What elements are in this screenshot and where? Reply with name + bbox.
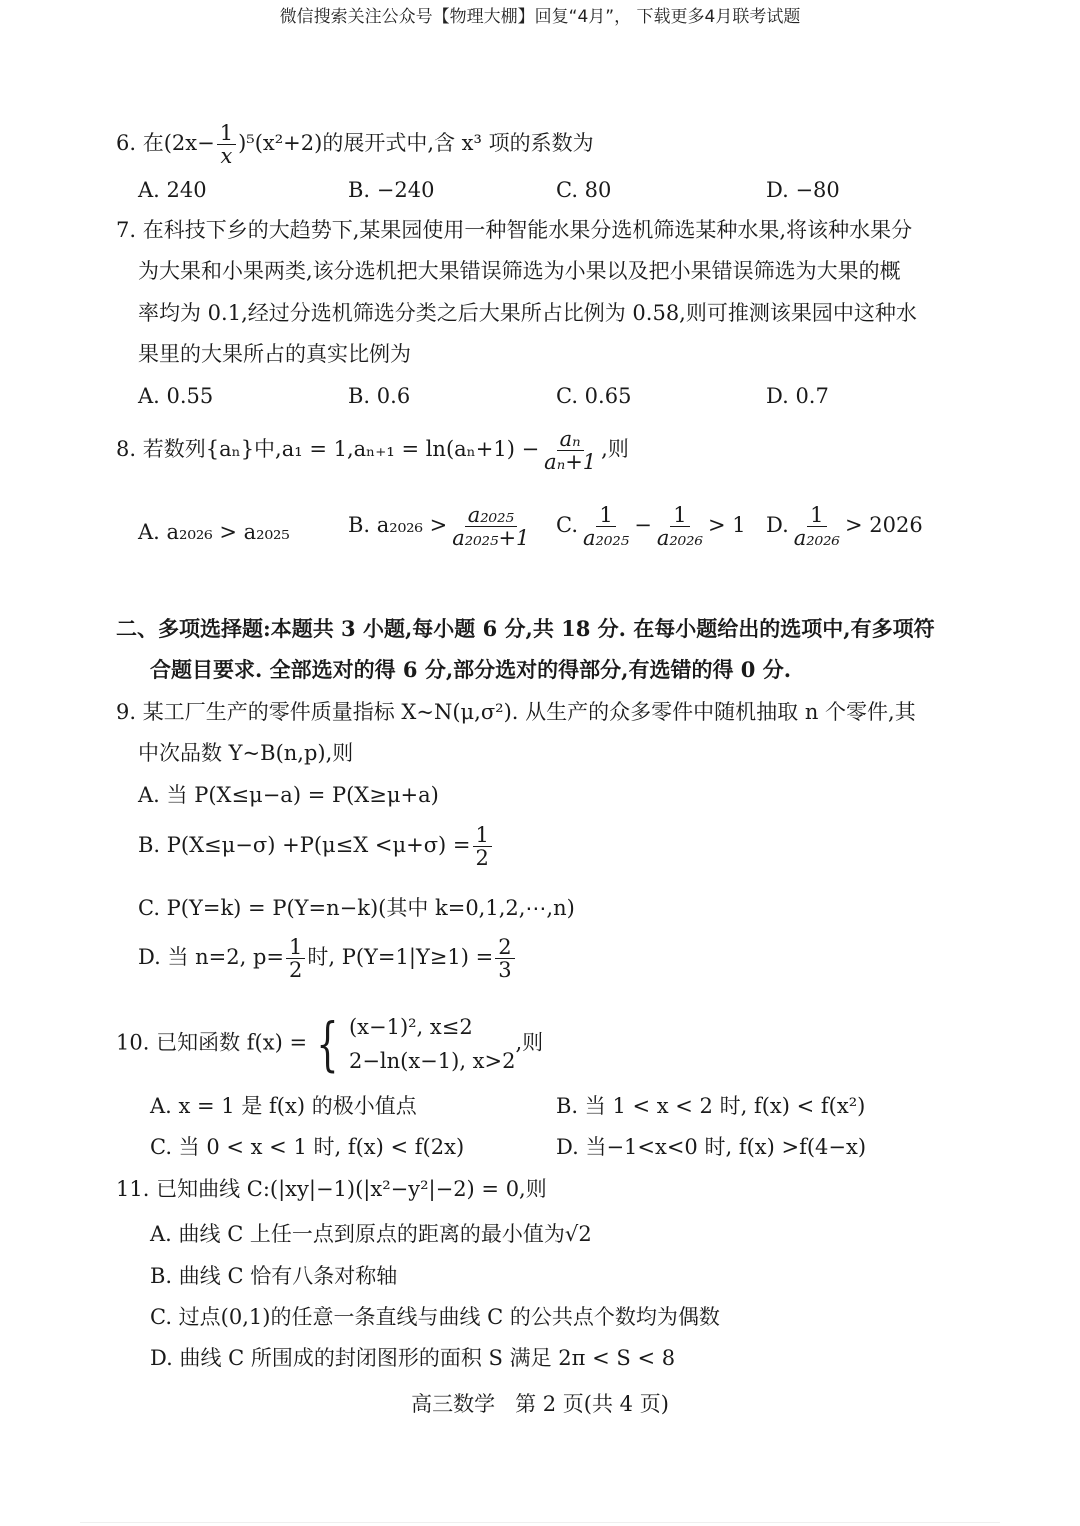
- question-9-line-2: 中次品数 Y~B(n,p),则: [138, 741, 354, 765]
- question-11-stem: [116, 1175, 547, 1203]
- question-7-line-2: 为大果和小果两类,该分选机把大果错误筛选为小果以及把小果错误筛选为大果的概: [138, 259, 901, 283]
- question-11-option-b: B. 曲线 C 恰有八条对称轴: [150, 1264, 398, 1288]
- question-6-stem: [116, 122, 594, 167]
- bottom-divider: [80, 1522, 1000, 1523]
- question-7-text: 在科技下乡的大趋势下,某果园使用一种智能水果分选机筛选某种水果,将该种水果分: [142, 218, 913, 242]
- fraction-denominator: a₂₀₂₅+1: [452, 526, 530, 551]
- fraction-numerator: 1: [670, 504, 689, 527]
- piecewise-case-1: (x−1)², x≤2: [348, 1015, 473, 1039]
- fraction-numerator: 1: [217, 122, 236, 145]
- option-b-prefix: B. P(X≤μ−σ) +P(μ≤X <μ+σ) =: [138, 833, 471, 858]
- question-6-stem-suffix: )⁵(x²+2)的展开式中,含 x³ 项的系数为: [238, 131, 594, 156]
- question-7-option-a: A. 0.55: [138, 384, 214, 408]
- option-c-minus: −: [634, 513, 652, 538]
- question-8-stem-prefix: 若数列{aₙ}中,a₁ = 1,aₙ₊₁ = ln(aₙ+1) −: [142, 437, 540, 462]
- question-8-option-b: [348, 504, 534, 549]
- option-c-fraction-2: [654, 504, 706, 549]
- option-d-prefix: D. 当 n=2, p=: [138, 945, 284, 970]
- question-7-number: 7.: [116, 218, 137, 242]
- option-b-fraction: [449, 504, 532, 549]
- question-9-text: 某工厂生产的零件质量指标 X~N(μ,σ²). 从生产的众多零件中随机抽取 n 个零件,其: [142, 700, 916, 724]
- question-9-option-d: [138, 936, 517, 981]
- brace-symbol: {: [316, 1010, 339, 1078]
- fraction-numerator: 1: [807, 504, 826, 527]
- question-8-option-a: A. a₂₀₂₆ > a₂₀₂₅: [138, 520, 290, 544]
- option-b-fraction: [473, 824, 492, 869]
- question-10-option-c: C. 当 0 < x < 1 时, f(x) < f(2x): [150, 1135, 465, 1159]
- question-9-number: 9.: [116, 700, 137, 724]
- option-d-fraction: [791, 504, 843, 549]
- question-6-stem-prefix: 在(2x−: [142, 131, 215, 156]
- page-footer: [0, 1388, 1080, 1418]
- question-11-option-a: A. 曲线 C 上任一点到原点的距离的最小值为√2: [150, 1222, 592, 1246]
- question-11-option-d: D. 曲线 C 所围成的封闭图形的面积 S 满足 2π < S < 8: [150, 1346, 676, 1370]
- fraction-denominator: 2: [289, 958, 303, 983]
- footer-subject: 高三数学: [411, 1392, 496, 1416]
- question-9-line-1: [116, 698, 916, 726]
- question-8-option-d: [766, 504, 923, 549]
- question-7-option-d: D. 0.7: [766, 384, 829, 408]
- question-10-stem: [116, 1010, 543, 1078]
- piecewise-cases: [349, 1010, 516, 1078]
- question-7-option-b: B. 0.6: [348, 384, 411, 408]
- question-8-stem: [116, 428, 629, 473]
- option-c-fraction-1: [580, 504, 632, 549]
- question-10-stem-prefix: 已知函数 f(x) =: [156, 1030, 308, 1055]
- fraction-numerator: aₙ: [557, 428, 584, 451]
- option-d-fraction-2: [495, 936, 514, 981]
- question-9-option-c: C. P(Y=k) = P(Y=n−k)(其中 k=0,1,2,⋯,n): [138, 896, 575, 920]
- question-6-number: 6.: [116, 131, 137, 156]
- fraction-denominator: a₂₀₂₆: [656, 526, 704, 551]
- fraction-denominator: x: [220, 144, 233, 169]
- fraction-denominator: 3: [498, 958, 512, 983]
- fraction-denominator: a₂₀₂₅: [583, 526, 630, 551]
- question-7-line-4: 果里的大果所占的真实比例为: [138, 342, 411, 366]
- fraction-denominator: 2: [475, 846, 489, 871]
- header-watermark-note: 微信搜索关注公众号【物理大棚】回复“4月”， 下载更多4月联考试题: [279, 7, 801, 27]
- question-10-option-d: D. 当−1<x<0 时, f(x) >f(4−x): [556, 1135, 867, 1159]
- question-6-option-d: D. −80: [766, 178, 840, 202]
- option-d-fraction-1: [286, 936, 305, 981]
- option-d-middle: 时, P(Y=1|Y≥1) =: [307, 945, 494, 970]
- question-7-line-1: [116, 216, 912, 244]
- fraction-numerator: 1: [473, 824, 492, 847]
- section-2-heading-line-1: 二、多项选择题:本题共 3 小题,每小题 6 分,共 18 分. 在每小题给出的选项中,有多项符: [116, 616, 935, 641]
- option-c-suffix: > 1: [708, 513, 746, 538]
- question-11-number: 11.: [116, 1177, 150, 1201]
- question-8-fraction: [541, 428, 599, 473]
- question-10-number: 10.: [116, 1030, 150, 1055]
- question-6-option-b: B. −240: [348, 178, 435, 202]
- section-2-heading-line-2: 合题目要求. 全部选对的得 6 分,部分选对的得部分,有选错的得 0 分.: [150, 657, 792, 682]
- question-9-option-b: [138, 824, 494, 869]
- question-6-fraction: [217, 122, 236, 167]
- fraction-numerator: 2: [495, 936, 514, 959]
- fraction-denominator: aₙ+1: [544, 450, 597, 475]
- question-6-option-a: A. 240: [138, 178, 207, 202]
- question-11-option-c: C. 过点(0,1)的任意一条直线与曲线 C 的公共点个数均为偶数: [150, 1305, 720, 1329]
- question-10-stem-suffix: ,则: [515, 1030, 544, 1055]
- option-c-label: C.: [556, 513, 578, 538]
- piecewise-function: [307, 1010, 515, 1078]
- piecewise-case-2: 2−ln(x−1), x>2: [348, 1049, 516, 1073]
- question-10-option-b: B. 当 1 < x < 2 时, f(x) < f(x²): [556, 1094, 866, 1118]
- question-9-option-a: A. 当 P(X≤μ−a) = P(X≥μ+a): [138, 783, 439, 807]
- question-8-option-c: [556, 504, 746, 549]
- option-b-prefix: B. a₂₀₂₆ >: [348, 513, 448, 538]
- question-6-option-c: C. 80: [556, 178, 612, 202]
- fraction-numerator: 1: [596, 504, 615, 527]
- question-10-option-a: A. x = 1 是 f(x) 的极小值点: [150, 1094, 417, 1118]
- footer-page-number: 第 2 页(共 4 页): [515, 1392, 669, 1416]
- question-8-number: 8.: [116, 437, 137, 462]
- option-d-suffix: > 2026: [844, 513, 923, 538]
- question-8-stem-suffix: ,则: [601, 437, 629, 462]
- question-7-option-c: C. 0.65: [556, 384, 632, 408]
- question-11-text: 已知曲线 C:(|xy|−1)(|x²−y²|−2) = 0,则: [156, 1177, 547, 1201]
- fraction-numerator: a₂₀₂₅: [465, 504, 517, 527]
- fraction-denominator: a₂₀₂₆: [793, 526, 840, 551]
- question-7-line-3: 率均为 0.1,经过分选机筛选分类之后大果所占比例为 0.58,则可推测该果园中这种水: [138, 301, 917, 325]
- fraction-numerator: 1: [286, 936, 305, 959]
- option-d-label: D.: [766, 513, 789, 538]
